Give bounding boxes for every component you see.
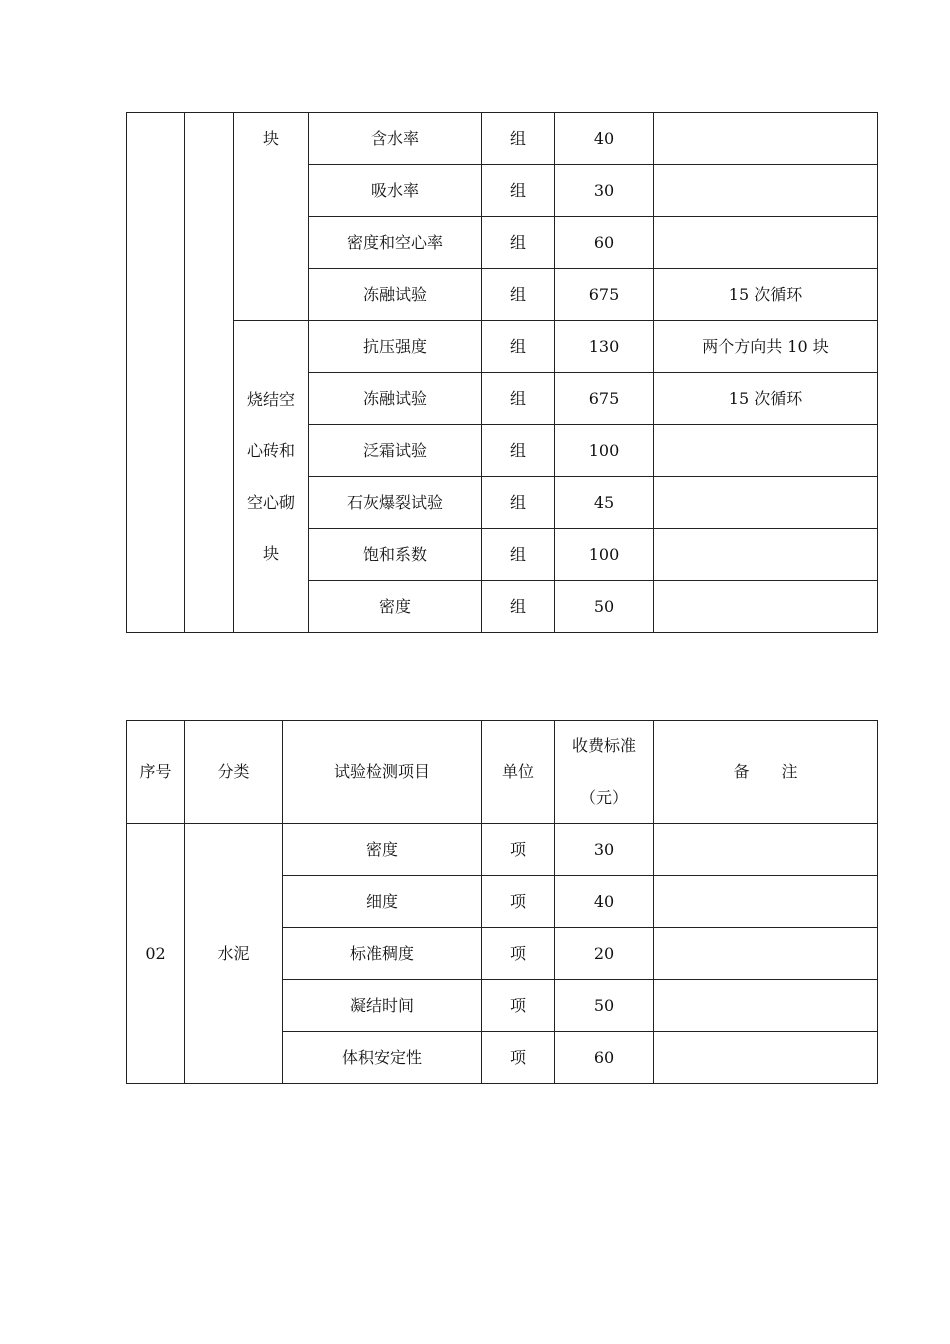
note-cell xyxy=(654,217,878,269)
item-cell: 吸水率 xyxy=(309,165,482,217)
note-cell xyxy=(654,581,878,633)
unit-cell: 组 xyxy=(482,477,555,529)
item-cell: 冻融试验 xyxy=(309,269,482,321)
unit-cell: 项 xyxy=(482,928,555,980)
header-item: 试验检测项目 xyxy=(283,721,482,824)
header-fee xyxy=(555,721,654,824)
fee-table-continued xyxy=(126,112,878,633)
subcategory-line: 空心砌 xyxy=(246,492,295,512)
note-cell: 15 次循环 xyxy=(654,373,878,425)
item-cell: 密度 xyxy=(283,824,482,876)
category-cell: 水泥 xyxy=(185,824,283,1084)
note-cell xyxy=(654,113,878,165)
unit-cell: 组 xyxy=(482,529,555,581)
unit-cell: 项 xyxy=(482,980,555,1032)
header-fee-line: 收费标准 xyxy=(571,736,636,755)
subcategory-line: 块 xyxy=(262,544,279,563)
note-cell xyxy=(654,928,878,980)
item-cell: 密度和空心率 xyxy=(309,217,482,269)
fee-cell: 60 xyxy=(555,217,654,269)
header-unit: 单位 xyxy=(482,721,555,824)
seq-cell-empty xyxy=(127,113,185,633)
fee-cell: 45 xyxy=(555,477,654,529)
note-cell xyxy=(654,529,878,581)
item-cell: 体积安定性 xyxy=(283,1032,482,1084)
item-cell: 细度 xyxy=(283,876,482,928)
unit-cell: 项 xyxy=(482,824,555,876)
note-cell xyxy=(654,425,878,477)
table-row xyxy=(127,113,878,165)
header-seq: 序号 xyxy=(127,721,185,824)
fee-cell: 40 xyxy=(555,113,654,165)
fee-cell: 100 xyxy=(555,425,654,477)
item-cell: 冻融试验 xyxy=(309,373,482,425)
unit-cell: 组 xyxy=(482,581,555,633)
seq-cell: 02 xyxy=(127,824,185,1084)
note-cell xyxy=(654,477,878,529)
header-fee-unit: （元） xyxy=(579,788,628,807)
unit-cell: 组 xyxy=(482,373,555,425)
fee-cell: 675 xyxy=(555,269,654,321)
fee-cell: 50 xyxy=(555,980,654,1032)
subcategory-line: 心砖和 xyxy=(246,441,295,460)
note-cell: 15 次循环 xyxy=(654,269,878,321)
note-cell xyxy=(654,824,878,876)
header-row xyxy=(127,721,878,824)
table-row xyxy=(127,824,878,876)
item-cell: 标准稠度 xyxy=(283,928,482,980)
item-cell: 石灰爆裂试验 xyxy=(309,477,482,529)
note-cell: 两个方向共 10 块 xyxy=(654,321,878,373)
item-cell: 凝结时间 xyxy=(283,980,482,1032)
subcategory-line: 烧结空 xyxy=(246,389,295,409)
category-cell-empty xyxy=(185,113,234,633)
fee-cell: 60 xyxy=(555,1032,654,1084)
unit-cell: 组 xyxy=(482,425,555,477)
unit-cell: 组 xyxy=(482,321,555,373)
item-cell: 密度 xyxy=(309,581,482,633)
unit-cell: 组 xyxy=(482,165,555,217)
header-category: 分类 xyxy=(185,721,283,824)
note-cell xyxy=(654,876,878,928)
unit-cell: 组 xyxy=(482,113,555,165)
fee-cell: 30 xyxy=(555,824,654,876)
item-cell: 抗压强度 xyxy=(309,321,482,373)
fee-table-cement xyxy=(126,720,878,1084)
unit-cell: 组 xyxy=(482,217,555,269)
unit-cell: 项 xyxy=(482,876,555,928)
header-note: 备 注 xyxy=(654,721,878,824)
subcategory-cell xyxy=(234,321,309,633)
fee-cell: 100 xyxy=(555,529,654,581)
subcategory-cell: 块 xyxy=(234,113,309,321)
note-cell xyxy=(654,980,878,1032)
fee-cell: 20 xyxy=(555,928,654,980)
item-cell: 含水率 xyxy=(309,113,482,165)
fee-cell: 30 xyxy=(555,165,654,217)
item-cell: 泛霜试验 xyxy=(309,425,482,477)
item-cell: 饱和系数 xyxy=(309,529,482,581)
note-cell xyxy=(654,1032,878,1084)
fee-cell: 675 xyxy=(555,373,654,425)
table-row xyxy=(127,321,878,373)
unit-cell: 组 xyxy=(482,269,555,321)
unit-cell: 项 xyxy=(482,1032,555,1084)
fee-cell: 50 xyxy=(555,581,654,633)
fee-cell: 40 xyxy=(555,876,654,928)
fee-cell: 130 xyxy=(555,321,654,373)
note-cell xyxy=(654,165,878,217)
